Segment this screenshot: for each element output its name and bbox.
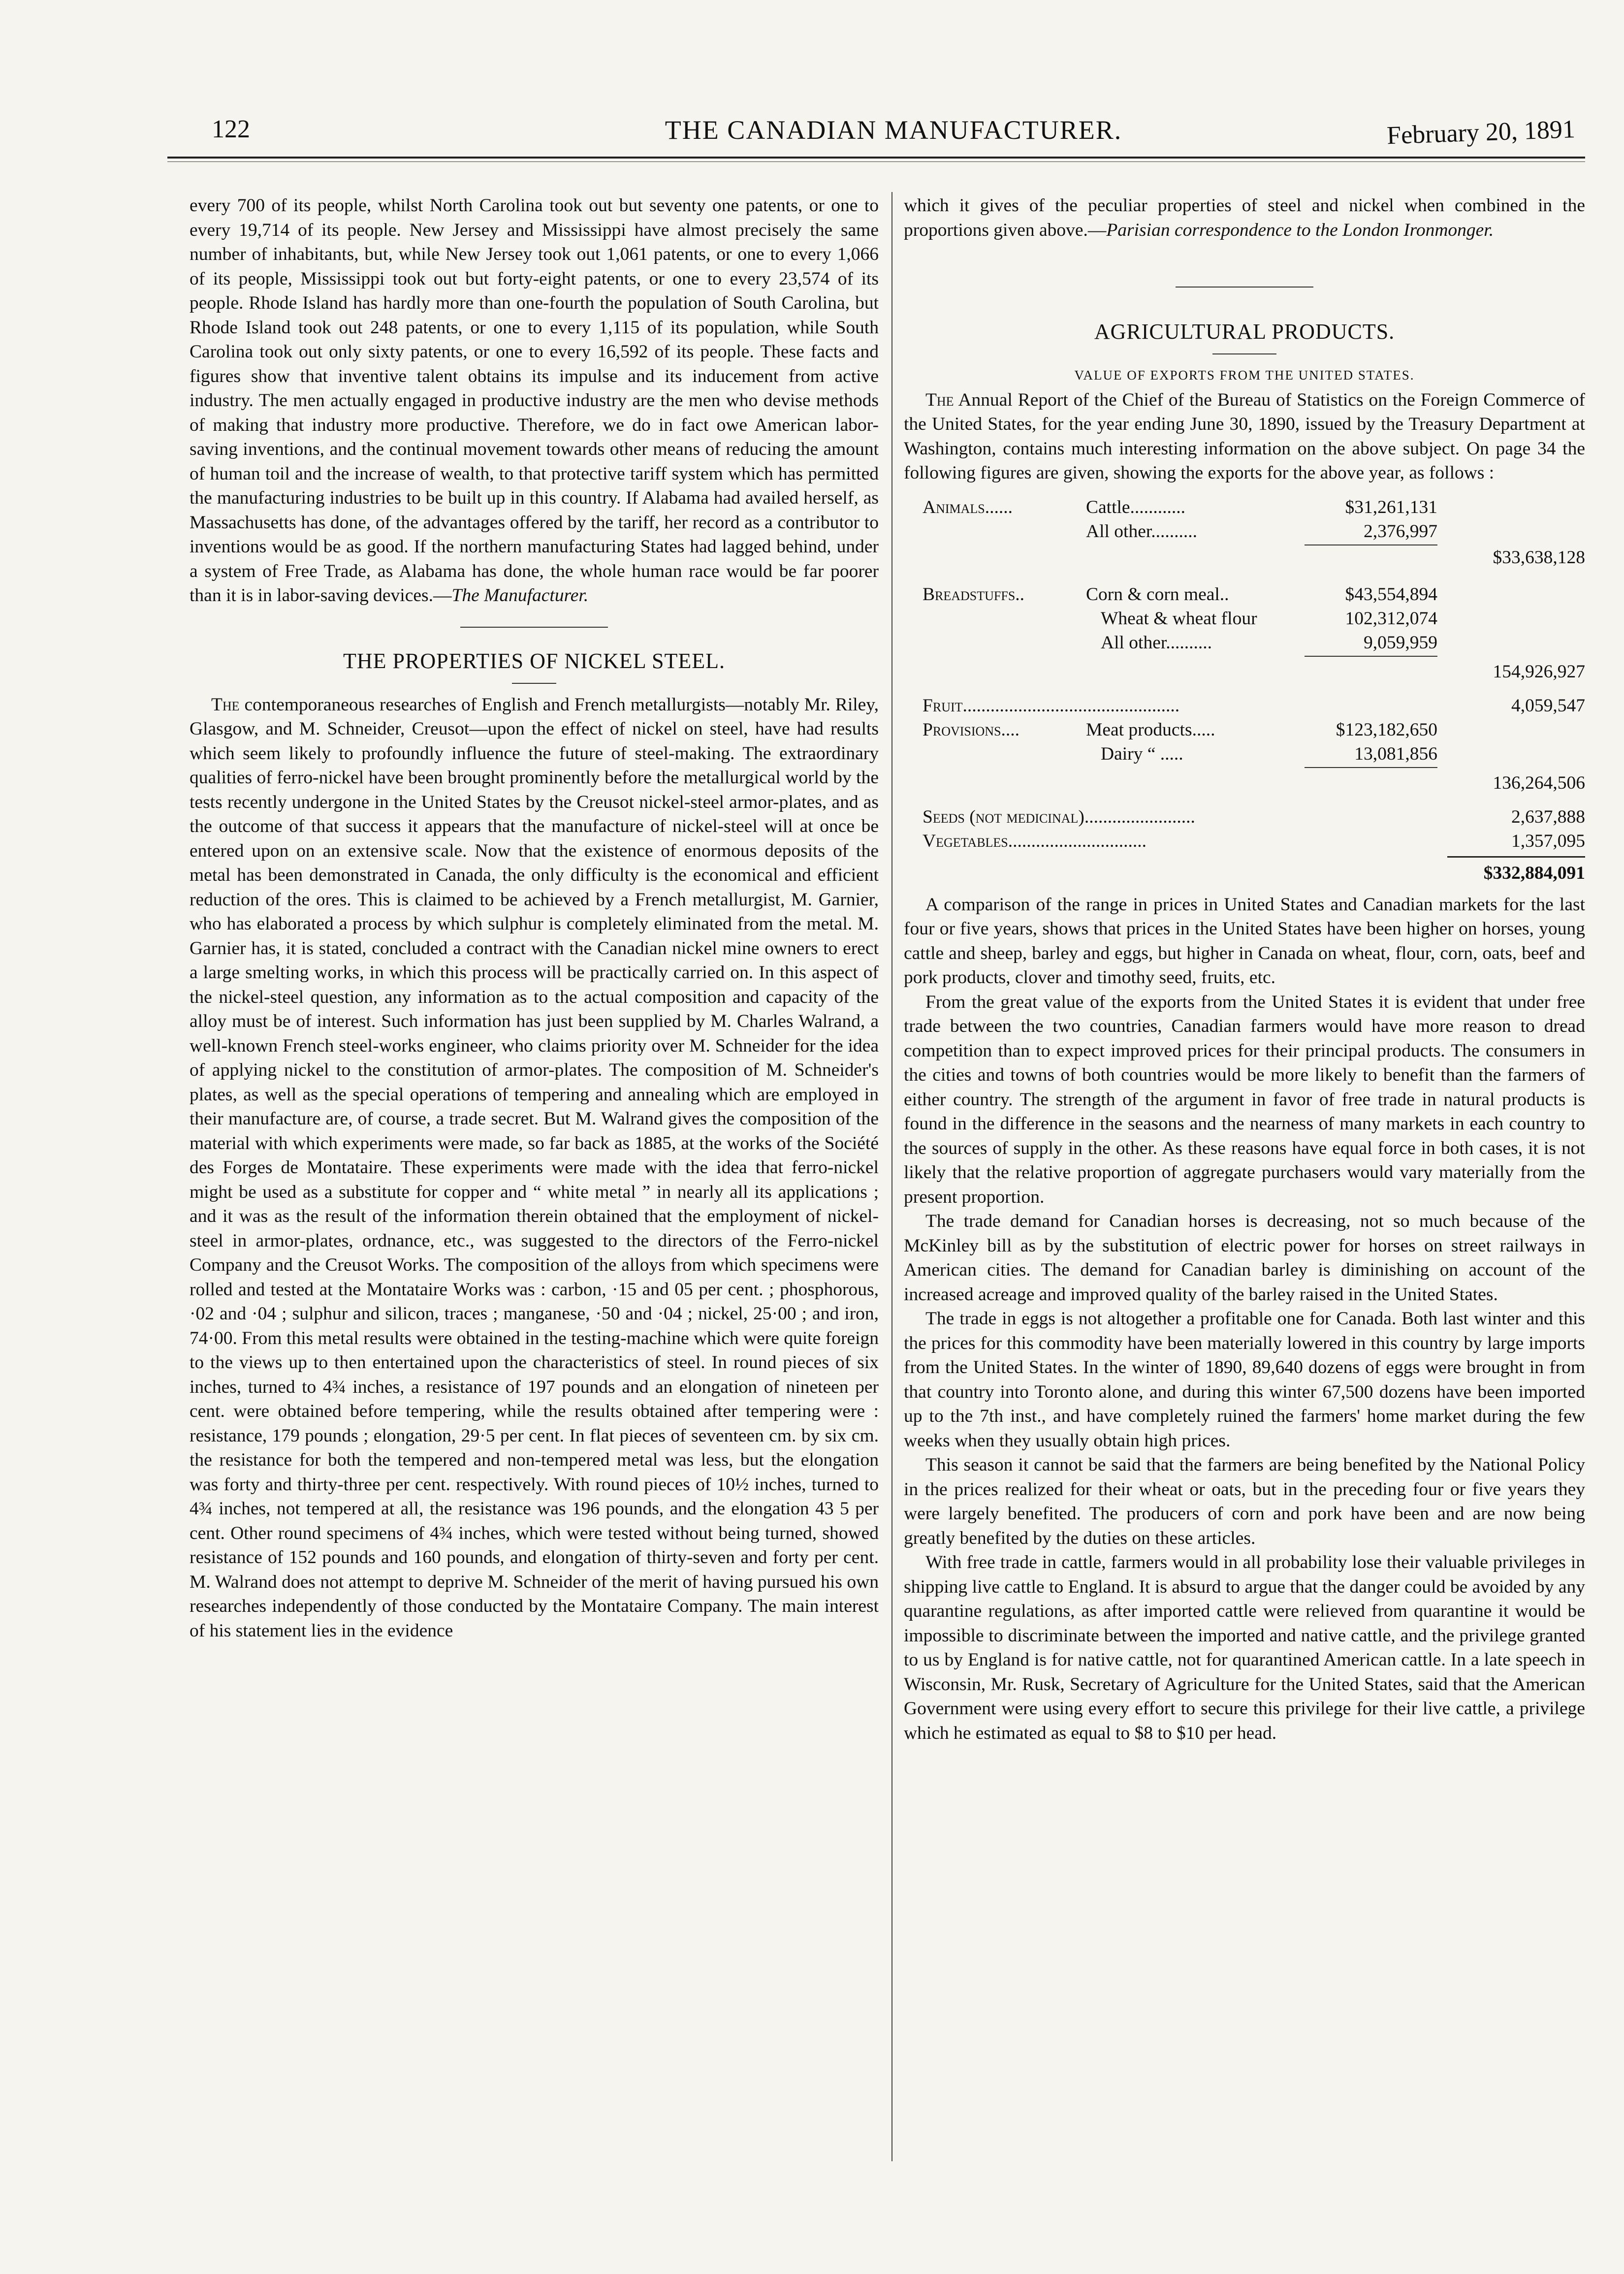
item-value: 13,081,856	[1354, 743, 1437, 764]
page-header	[212, 106, 1575, 153]
right-paragraph-6: This season it cannot be said that the farmers are being benefited by the National Policy in the prices realized for their wheat or oats, but in the preceding four or five years they were largely benefited. The producers of corn and pork have been and are now being greatly benefited by the duties on these articles.	[904, 1455, 1585, 1548]
table-row	[904, 519, 1585, 544]
category-label	[923, 694, 1179, 718]
left-paragraph-1-source: The Manufacturer.	[451, 585, 589, 606]
exports-table	[904, 495, 1585, 885]
table-row	[904, 694, 1585, 718]
right-paragraph-1	[904, 193, 1585, 242]
lead-word: The	[925, 389, 954, 410]
subtotal-rule	[1305, 656, 1437, 657]
table-row	[904, 607, 1585, 631]
item-label: Dairy “ .....	[1101, 743, 1183, 764]
item-label: All other..........	[1101, 632, 1212, 653]
header-rule	[167, 157, 1585, 159]
lead-word: The	[211, 694, 240, 715]
table-row	[904, 582, 1585, 607]
item-value: 9,059,959	[1364, 632, 1437, 653]
table-row	[904, 766, 1585, 793]
heading-rule	[512, 683, 556, 684]
right-paragraph-4: The trade demand for Canadian horses is decreasing, not so much because of the McKinley bill as by the substitution of electric power for horses on street railways in American cities. The demand for Canadian barley is diminishing on account of the increased acreage and improved quality of the barley raised in the United States.	[904, 1211, 1585, 1305]
right-paragraph-1-source: Parisian correspondence to the London Ironmonger.	[1106, 220, 1494, 240]
issue-date: February 20, 1891	[1386, 115, 1576, 150]
heading-rule	[1212, 353, 1276, 354]
table-row	[904, 853, 1585, 885]
table-row	[904, 495, 1585, 519]
item-value: $31,261,131	[1345, 497, 1437, 517]
right-paragraph-2: A comparison of the range in prices in United States and Canadian markets for the last four or five years, shows that prices in the United States have been higher on horses, young cattle and sheep, barley and eggs, but higher in Canada on wheat, flour, corn, oats, beef and pork products, clover and timothy seed, fruits, etc.	[904, 894, 1585, 988]
leader-dots: ......	[985, 497, 1013, 517]
table-row	[904, 631, 1585, 655]
category-total: 154,926,927	[1493, 661, 1585, 682]
item-value: 2,376,997	[1364, 521, 1437, 542]
category-total: 2,637,888	[1511, 806, 1585, 827]
category-label	[923, 495, 1013, 519]
grand-total-rule	[1447, 856, 1585, 858]
right-paragraph-1-text: which it gives of the peculiar properties of steel and nickel when combined in the proportions given above.—	[904, 195, 1585, 240]
leader-dots: ..............................	[1008, 831, 1147, 851]
right-paragraph-5: The trade in eggs is not altogether a profitable one for Canada. Both last winter and this the prices for this commodity have been materially lowered in this country by large imports from the United States. In the winter of 1890, 89,640 dozens of eggs were brought in from that country into Toronto alone, and during this winter 67,500 dozens have been imported up to the 7th inst., and have completely ruined the farmers' home market during the few weeks when they usually obtain high prices.	[904, 1309, 1585, 1451]
left-paragraph-1	[190, 193, 879, 608]
left-column	[190, 193, 879, 1643]
item-label: Cattle............	[1086, 497, 1186, 517]
right-column	[904, 193, 1585, 1745]
section-divider	[1176, 287, 1313, 288]
item-label: Wheat & wheat flour	[1101, 608, 1257, 629]
category-label	[923, 805, 1195, 829]
category-label	[923, 829, 1146, 853]
table-row	[904, 655, 1585, 682]
table-row	[904, 544, 1585, 568]
category-total: 1,357,095	[1511, 831, 1585, 851]
category-label-text: Animals	[923, 497, 985, 517]
category-label	[923, 582, 1024, 607]
table-row	[904, 829, 1585, 853]
intro-paragraph	[904, 388, 1585, 485]
header-rule-thin	[167, 161, 1585, 162]
article-heading-agricultural: AGRICULTURAL PRODUCTS.	[1094, 320, 1395, 344]
item-value: $43,554,894	[1345, 584, 1437, 605]
category-label	[923, 718, 1019, 742]
category-label-text: Fruit	[923, 695, 963, 716]
category-label-text: Provisions	[923, 719, 1001, 740]
left-paragraph-2-text: contemporaneous researches of English and French metallurgists—notably Mr. Riley, Glasgow, and M. Schneider, Creusot—upon the effect of nickel on steel, have had results which seem likely to profoundly influence the future of steel-making. The extraordinary qualities of ferro-nickel have been brought prominently before the metallurgical world by the tests recently undergone in the United States by the Creusot nickel-steel armor-plates, and as the outcome of that success it appears that the manufacture of nickel-steel will at once be entered upon on an extensive scale. Now that the existence of enormous deposits of the metal has been demonstrated in Canada, the only difficulty is the economical and efficient reduction of the ores. This is claimed to be achieved by a French metallurgist, M. Garnier, who has elaborated a process by which sulphur is completely eliminated from the metal. M. Garnier has, it is stated, concluded a contract with the Canadian nickel mine owners to erect a large smelting works, in which this process will be practically carried on. In this aspect of the nickel-steel question, any information as to the actual composition and capacity of the alloy must be of interest. Such information has just been supplied by M. Charles Walrand, a well-known French steel-works engineer, who claims priority over M. Schneider for the idea of applying nickel to the constitution of armor-plates. The composition of M. Schneider's plates, as well as the special operations of tempering and annealing which are employed in their manufacture are, of course, a trade secret. But M. Walrand gives the composition of the material with which experiments were made, so far back as 1885, at the works of the Société des Forges de Montataire. These experiments were made with the idea that ferro-nickel might be used as a substitute for copper and “ white metal ” in nearly all its applications ; and it was as the result of the information therein obtained that the employment of nickel-steel in armor-plates, ordnance, etc., was suggested to the directors of the Ferro-nickel Company and the Creusot Works. The composition of the alloys from which specimens were rolled and tested at the Montataire Works was : carbon, ·15 and 05 per cent. ; phosphorous, ·02 and ·04 ; sulphur and silicon, traces ; manganese, ·50 and ·04 ; nickel, 25·00 ; and iron, 74·00. From this metal results were obtained in the testing-machine which were quite foreign to the views up to then entertained upon the characteristics of steel. In round pieces of six inches, turned to 4¾ inches, a resistance of 197 pounds and an elongation of nineteen per cent. were obtained before tempering, while the results obtained after tempering were : resistance, 179 pounds ; elongation, 29·5 per cent. In flat pieces of seventeen cm. by six cm. the resistance for both the tempered and non-tempered metal was less, but the elongation was forty and thirty-three per cent. respectively. With round pieces of 10½ inches, turned to 4¾ inches, not tempered at all, the resistance was 196 pounds, and the elongation 43 5 per cent. Other round specimens of 4¾ inches, which were tested without being turned, showed resistance of 152 pounds and 160 pounds, and elongation of thirty-seven and forty per cent. M. Walrand does not attempt to deprive M. Schneider of the merit of having pursued his own researches independently of those conducted by the Montataire Company. The main interest of his statement lies in the evidence	[190, 694, 879, 1641]
category-label-text: Breadstuffs	[923, 584, 1016, 605]
item-label: Corn & corn meal..	[1086, 584, 1229, 605]
section-divider	[460, 627, 608, 628]
category-total: 136,264,506	[1493, 772, 1585, 793]
right-paragraph-3: From the great value of the exports from the United States it is evident that under free trade between the two countries, Canadian farmers would have more reason to dread competition than to expect improved prices for their principal products. The consumers in the cities and towns of both countries would be more likely to benefit than the farmers of either country. The strength of the argument in favor of free trade in natural products is found in the difference in the seasons and the nearness of many markets in each country to the sources of supply in the other. As these reasons have equal force in both cases, it is not likely that the relative proportion of aggregate purchasers would vary materially from the present proportion.	[904, 992, 1585, 1207]
page-number: 122	[212, 115, 250, 143]
left-paragraph-2	[190, 693, 879, 1643]
grand-total: $332,884,091	[1483, 863, 1585, 883]
category-total: 4,059,547	[1511, 695, 1585, 716]
item-value: $123,182,650	[1336, 719, 1437, 740]
intro-paragraph-text: Annual Report of the Chief of the Bureau of Statistics on the Foreign Commerce of the United States, for the year ending June 30, 1890, issued by the Treasury Department at Washington, contains much interesting information on the above subject. On page 34 the following figures are given, showing the exports for the above year, as follows :	[904, 389, 1585, 483]
subtotal-rule	[1305, 767, 1437, 768]
leader-dots: ....	[1001, 719, 1020, 740]
table-row	[904, 742, 1585, 766]
leader-dots: ..	[1015, 584, 1025, 605]
category-label-text: Vegetables	[923, 831, 1008, 851]
category-total: $33,638,128	[1493, 547, 1585, 568]
leader-dots: ...............................................	[962, 695, 1180, 716]
table-row	[904, 718, 1585, 742]
item-label: Meat products.....	[1086, 719, 1215, 740]
right-paragraph-7: With free trade in cattle, farmers would in all probability lose their valuable privileges in shipping live cattle to England. It is absurd to argue that the danger could be avoided by any quarantine regulations, as after imported cattle were relieved from quarantine it would be impossible to discriminate between the imported and native cattle, and the privilege granted to us by England is for native cattle, not for quarantined American cattle. In a late speech in Wisconsin, Mr. Rusk, Secretary of Agriculture for the United States, said that the American Government were using every effort to secure this privilege for their live cattle, a privilege which he estimated as equal to $8 to $10 per head.	[904, 1552, 1585, 1743]
item-value: 102,312,074	[1345, 608, 1437, 629]
article-heading-nickel-steel: THE PROPERTIES OF NICKEL STEEL.	[343, 648, 725, 673]
left-paragraph-1-text: every 700 of its people, whilst North Carolina took out but seventy one patents, or one to every 19,714 of its people. New Jersey and Mississippi have almost precisely the same number of inhabitants, but, while New Jersey took out 1,061 patents, or one to every 1,066 of its people, Mississippi took out but forty-eight patents, or one to every 23,574 of its people. Rhode Island has hardly more than one-fourth the population of South Carolina, but Rhode Island took out 248 patents, or one to every 1,115 of its population, while South Carolina took out only sixty patents, or one to every 16,592 of its people. These facts and figures show that inventive talent obtains its impulse and its inducement from active industry. The men actually engaged in productive industry are the men who devise methods of making that industry more productive. Therefore, we do in fact owe American labor-saving inventions, and the continual movement towards other means of reducing the amount of human toil and the increase of wealth, to that protective tariff system which has permitted the manufacturing industries to be built up in this country. If Alabama had availed herself, as Massachusetts has done, of the advantages offered by the tariff, her record as a contributor to inventions would be as good. If the northern manufacturing States had lagged behind, under a system of Free Trade, as Alabama has done, the whole human race would be far poorer than it is in labor-saving devices.—	[190, 195, 879, 606]
item-label: All other..........	[1086, 521, 1198, 542]
category-label-text: Seeds (not medicinal)	[923, 806, 1084, 827]
publication-title: THE CANADIAN MANUFACTURER.	[665, 115, 1122, 145]
table-row	[904, 805, 1585, 829]
subtotal-rule	[1305, 544, 1437, 545]
leader-dots: ........................	[1084, 806, 1195, 827]
article-subheading: VALUE OF EXPORTS FROM THE UNITED STATES.	[1074, 368, 1415, 383]
